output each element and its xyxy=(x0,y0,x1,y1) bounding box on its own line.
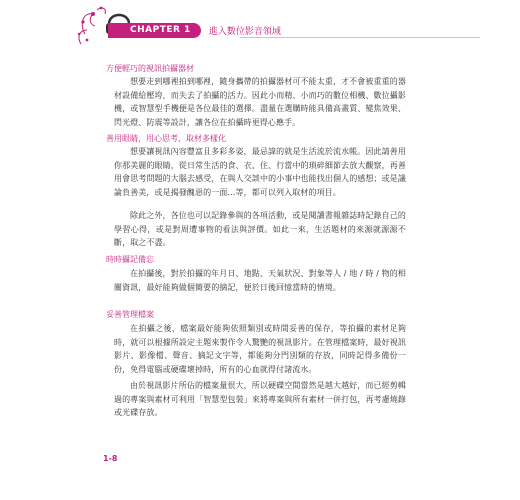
page-number: 1-8 xyxy=(103,454,118,463)
paragraph: 想要讓視訊內容豐富且多彩多姿，最忌諱的就是生活流於流水帳。因此請善用你那美麗的眼睛，從日常生活的食、衣、住、行當中的瑣碎細節去放大觀察，再善用會思考問題的大腦去感受，在與人交談中的小事中也能找出個人的感想；或是議論負善美，或是揭發醜惡的一面…等，都可以列入取材的項目。 xyxy=(114,147,406,197)
section-heading: 善用眼睛，用心思考，取材多樣化 xyxy=(106,134,226,143)
section-heading: 妥善管理檔案 xyxy=(106,310,154,319)
section-heading: 時時攝記備忘 xyxy=(106,255,154,264)
paragraph: 想要走到哪裡拍到哪裡，隨身攜帶的拍攝器材可不能太重，才不會被重重的器材設備給壓垮，而失去了拍攝的活力。因此小而精、小而巧的數位相機、數位攝影機，或智慧型手機便是各位最佳的選擇。盡量在選購時能具備高畫質、變焦效果、閃光燈、防震等設計，讓各位在拍攝時更得心應手。 xyxy=(114,77,406,127)
paragraph: 除此之外，各位也可以記錄參與的各項活動，或是閱讀書報雜誌時記錄自己的學習心得，或是對周遭事物的看法與評價。如此一來，生活題材的來源就源源不斷，取之不盡。 xyxy=(114,211,406,247)
chapter-label: CHAPTER 1 xyxy=(108,23,201,38)
paragraph: 在拍攝後，對於拍攝的年月日、地點、天氣狀況、對象等人 / 地 / 時 / 物的相關資訊，最好能夠做個簡要的摘記，便於日後回憶當時的情境。 xyxy=(114,269,406,292)
section-heading: 方便輕巧的視訊拍攝器材 xyxy=(106,64,194,73)
paragraph: 在拍攝之後，檔案最好能夠依照類別或時間妥善的保存，等拍攝的素材足夠時，就可以根據所設定主題來製作令人驚艷的視訊影片。在管理檔案時，最好視訊影片、影像檔、聲音、摘記文字等，都能夠分門別類的存放，同時記得多備份一份，免得電腦或硬碟壞掉時，所有的心血就得付諸流水。 xyxy=(114,324,406,374)
chapter-title: 進入數位影音領域 xyxy=(208,27,281,37)
paragraph: 由於視訊影片所佔的檔案量很大，所以硬碟空間當然是越大越好，而已經剪輯過的專案與素材可利用「智慧型包裝」來將專案與所有素材一併打包，再考慮燒錄或光碟存放。 xyxy=(114,381,406,417)
